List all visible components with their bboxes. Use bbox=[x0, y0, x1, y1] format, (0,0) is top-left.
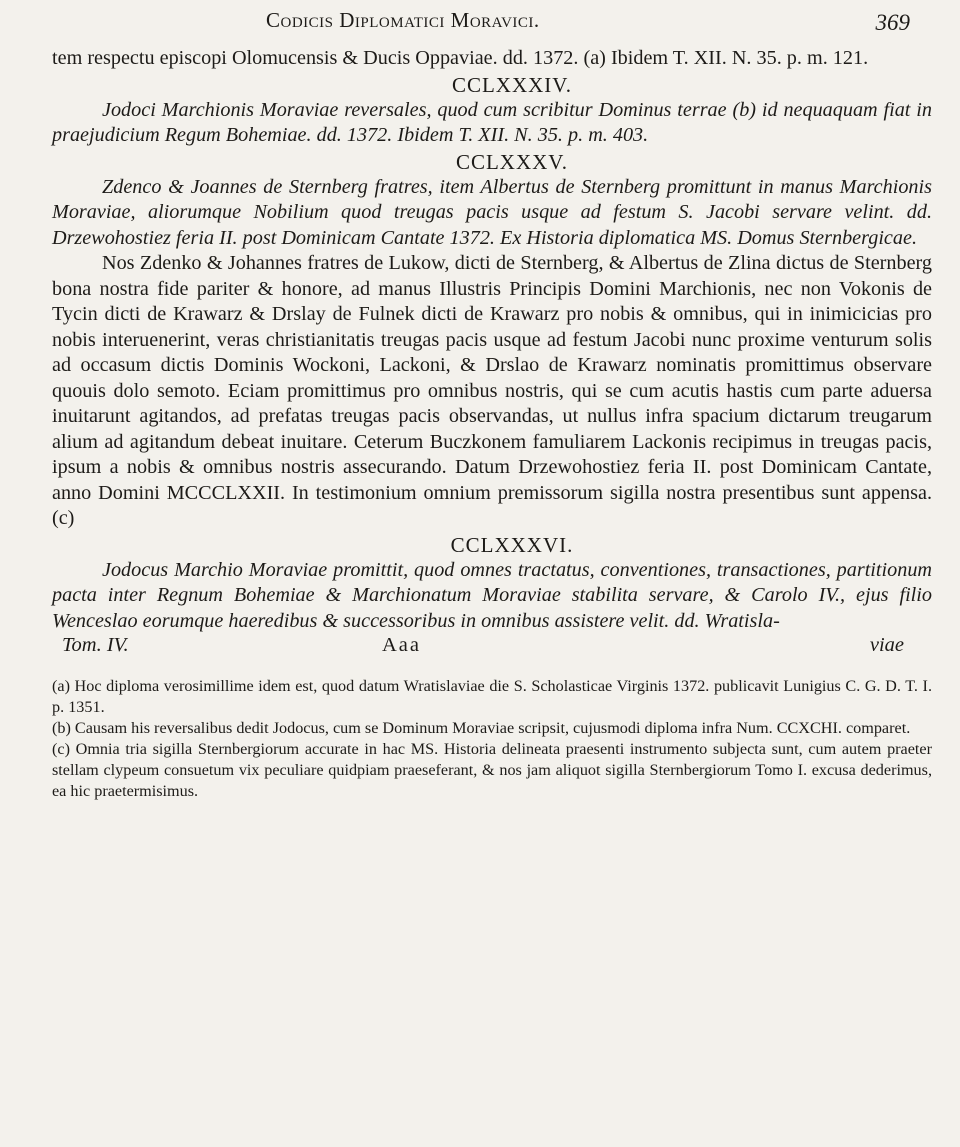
footnotes bbox=[52, 676, 932, 802]
document-summary: Jodocus Marchio Moraviae promittit, quod omnes tractatus, conventiones, transactiones, partitionum pacta inter Regnum Bohemiae & Marchionatum Moraviae stabilita servare, & Carolo IV., ejus filio Wenceslao eorumque haeredibus & successoribus in omnibus assistere velit. dd. Wratisla- bbox=[52, 558, 932, 632]
tome-label: Tom. IV. bbox=[62, 634, 129, 656]
footnote: (c) Omnia tria sigilla Sternbergiorum accurate in hac MS. Historia delineata praesenti instrumento subjecta sunt, cum autem praeter stellam clypeum consuetum vix peculiare quidpiam praeseferant, & nos jam aliquot sigilla Sternbergiorum Tomo I. excusa dederimus, ea hic praetermisimus. bbox=[52, 740, 932, 800]
page-header bbox=[52, 2, 932, 46]
document-number: CCLXXXVI. bbox=[450, 532, 574, 557]
document-number: CCLXXXIV. bbox=[451, 72, 573, 97]
main-text bbox=[52, 46, 932, 634]
document-body: Nos Zdenko & Johannes fratres de Lukow, dicti de Sternberg, & Albertus de Zlina dictus de Sternberg bona nostra fide pariter & honore, ad manus Illustris Principis Domini Marchionis, nec non Vokonis de Tycin dicti de Krawarz & Drslay de Fulnek dicti de Krawarz pro nobis & omnibus, qui in inimicicias pro nobis interuenerint, veras christianitatis treugas pacis usque ad festum Jacobi nunc proxime venturum solis ad occasum dictis Dominis Wockoni, Lackoni, & Drslao de Krawarz nominatis promittimus observare quouis dolo semoto. Eciam promittimus pro omnibus nostris, qui se cum acutis hastis cum parte aduersa inuitarunt agitandos, ad prefatas treugas pacis observandas, ut nullus infra spacium dictarum treugarum alium ad agitandum debeat inuitare. Ceterum Buczkonem famuliarem Lackonis recipimus in treugas pacis, ipsum a nobis & omnibus nostris assecurando. Datum Drzewohostiez feria II. post Dominicam Cantate, anno Domini MCCCLXXII. In testimonium omnium premissorum sigilla nostra presentibus sunt appensa. (c) bbox=[52, 252, 932, 529]
document-number: CCLXXXV. bbox=[455, 149, 569, 174]
signature-mark: Aaa bbox=[382, 634, 422, 656]
page-footer bbox=[52, 634, 932, 664]
continuation-paragraph: tem respectu episcopi Olomucensis & Ducis Oppaviae. dd. 1372. (a) Ibidem T. XII. N. 35. p. m. 121. bbox=[52, 47, 869, 69]
page-number: 369 bbox=[875, 10, 910, 35]
document-summary: Zdenco & Joannes de Sternberg fratres, item Albertus de Sternberg promittunt in manus Marchionis Moraviae, aliorumque Nobilium quod treugas pacis usque ad festum S. Jacobi servare velint. dd. Drzewohostiez feria II. post Dominicam Cantate 1372. Ex Historia diplomatica MS. Domus Sternbergicae. bbox=[52, 175, 932, 249]
document-summary: Jodoci Marchionis Moraviae reversales, quod cum scribitur Dominus terrae (b) id nequaquam fiat in praejudicium Regum Bohemiae. dd. 1372. Ibidem T. XII. N. 35. p. m. 403. bbox=[52, 98, 932, 146]
footnote: (b) Causam his reversalibus dedit Jodocus, cum se Dominum Moraviae scripsit, cujusmodi diploma infra Num. CCXCHI. comparet. bbox=[52, 719, 911, 737]
footnote: (a) Hoc diploma verosimillime idem est, quod datum Wratislaviae die S. Scholasticae Virginis 1372. publicavit Lunigius C. G. D. T. I. p. 1351. bbox=[52, 677, 932, 716]
catchword: viae bbox=[869, 634, 904, 656]
running-head: Codicis Diplomatici Moravici. bbox=[266, 8, 540, 32]
